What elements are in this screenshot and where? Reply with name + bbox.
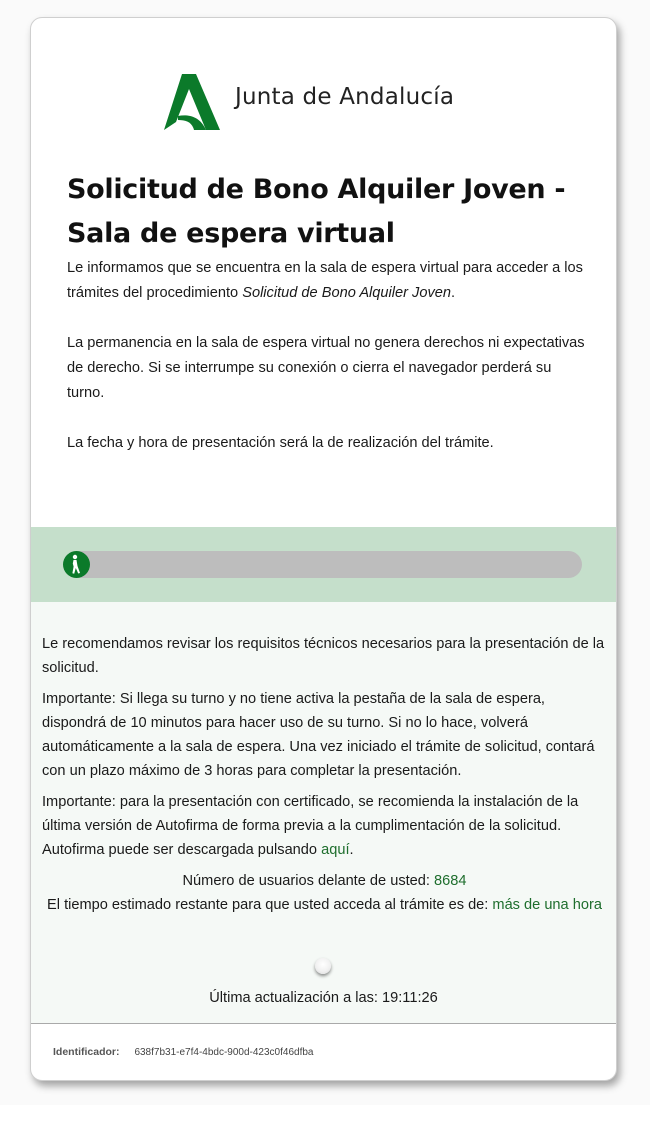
identifier-value: 638f7b31-e7f4-4bdc-900d-423c0f46dfba	[134, 1047, 314, 1058]
waiting-room-card	[30, 17, 617, 1081]
last-updated	[31, 990, 616, 1006]
queue-progress-bar	[63, 551, 582, 578]
logo-text: Junta de Andalucía	[235, 84, 455, 110]
estimated-time-label: El tiempo estimado restante para que usted acceda al trámite es de:	[47, 897, 493, 913]
important-cert-text: Importante: para la presentación con certificado, se recomienda la instalación de la última versión de Autofirma de forma previa a la cumplimentación de la solicitud. Autofirma puede ser descargada pulsando	[42, 794, 579, 858]
title-line-1: Solicitud de Bono Alquiler Joven -	[67, 174, 566, 205]
title-line-2: Sala de espera virtual	[67, 218, 395, 249]
estimated-time	[42, 893, 607, 917]
last-updated-label: Última actualización a las:	[209, 990, 383, 1006]
last-updated-time: 19:11:26	[382, 990, 438, 1006]
intro-text	[67, 256, 587, 481]
intro-paragraph-3: La fecha y hora de presentación será la de realización del trámite.	[67, 435, 494, 451]
junta-a-logo-icon	[162, 72, 226, 134]
important-turn-note: Importante: Si llega su turno y no tiene activa la pestaña de la sala de espera, dispondrá de 10 minutos para hacer uso de su turno. Si no lo hace, volverá automáticamente a la sala de espera. Una vez iniciado el trámite de solicitud, contará con un plazo máximo de 3 horas para completar la presentación.	[42, 691, 595, 779]
requirements-note: Le recomendamos revisar los requisitos técnicos necesarios para la presentación de la solicitud.	[42, 636, 605, 676]
spinner-icon	[315, 958, 331, 974]
junta-logo	[162, 72, 482, 134]
intro-p1-text: Le informamos que se encuentra en la sala de espera virtual para acceder a los trámites del procedimiento	[67, 260, 583, 301]
important-cert-note	[42, 790, 607, 862]
intro-paragraph-2: La permanencia en la sala de espera virtual no genera derechos ni expectativas de derecho. Si se interrumpe su conexión o cierra el navegador perderá su turno.	[67, 335, 585, 401]
identifier-footer	[53, 1046, 313, 1058]
page-title	[67, 168, 597, 256]
info-section	[31, 602, 616, 1024]
intro-p1-end: .	[451, 285, 456, 301]
intro-paragraph-1	[67, 256, 587, 306]
autofirma-download-link[interactable]: aquí	[321, 842, 350, 858]
users-ahead-label: Número de usuarios delante de usted:	[182, 873, 435, 889]
estimated-time-value: más de una hora	[492, 897, 602, 913]
queue-status	[42, 869, 607, 917]
walking-person-icon	[63, 551, 90, 578]
identifier-label: Identificador:	[53, 1046, 120, 1058]
users-ahead-count: 8684	[434, 873, 467, 889]
users-ahead	[42, 869, 607, 893]
important-cert-end: .	[349, 842, 354, 858]
progress-marker	[63, 551, 90, 578]
loading-indicator	[31, 956, 616, 978]
procedure-name: Solicitud de Bono Alquiler Joven	[242, 285, 451, 301]
info-text	[42, 632, 607, 917]
progress-band	[31, 527, 616, 602]
